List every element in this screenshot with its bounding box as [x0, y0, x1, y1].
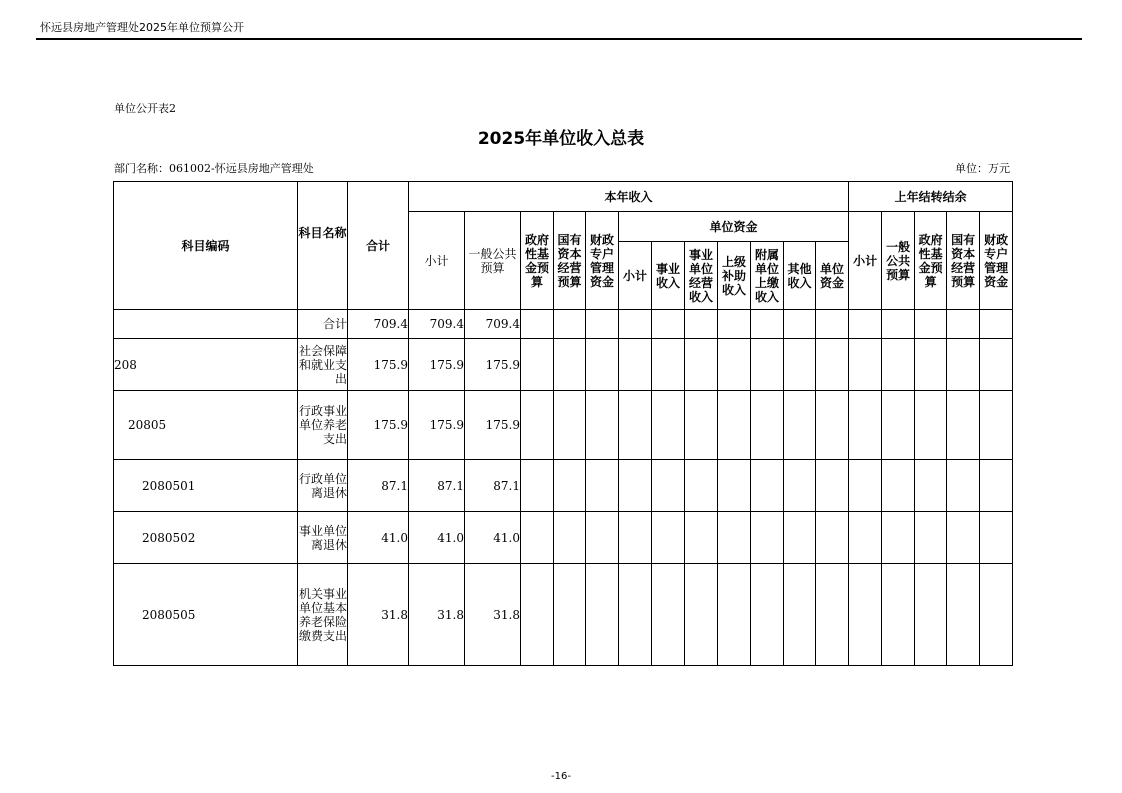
empty-cell — [685, 339, 718, 391]
empty-cell — [882, 310, 915, 339]
header-gov-fund: 政府性基金预算 — [521, 212, 554, 310]
empty-cell — [849, 339, 882, 391]
empty-cell — [554, 339, 586, 391]
header-unit-funds: 单位资金 — [619, 212, 849, 242]
empty-cell — [849, 391, 882, 460]
table-row — [114, 564, 1013, 666]
header-operating-income: 事业单位经营收入 — [685, 242, 718, 310]
empty-cell — [980, 564, 1013, 666]
empty-cell — [652, 310, 685, 339]
table-row — [114, 339, 1013, 391]
header-subtotal: 小计 — [409, 212, 465, 310]
empty-cell — [586, 512, 619, 564]
row-code: 2080502 — [114, 512, 298, 564]
table-number: 单位公开表2 — [114, 102, 176, 115]
row-general-budget: 31.8 — [465, 564, 521, 666]
empty-cell — [586, 339, 619, 391]
empty-cell — [784, 512, 816, 564]
empty-cell — [619, 564, 652, 666]
empty-cell — [849, 564, 882, 666]
unit-label: 单位：万元 — [955, 162, 1010, 175]
empty-cell — [915, 391, 947, 460]
empty-cell — [784, 391, 816, 460]
empty-cell — [685, 391, 718, 460]
row-name: 社会保障和就业支出 — [298, 339, 348, 391]
header-rule — [36, 38, 1082, 40]
empty-cell — [619, 310, 652, 339]
empty-cell — [849, 512, 882, 564]
empty-cell — [915, 310, 947, 339]
header-prev-subtotal: 小计 — [849, 212, 882, 310]
empty-cell — [652, 339, 685, 391]
empty-cell — [816, 564, 849, 666]
header-general-budget: 一般公共预算 — [465, 212, 521, 310]
row-subtotal: 31.8 — [409, 564, 465, 666]
header-prev-state-capital: 国有资本经营预算 — [947, 212, 980, 310]
page-header: 怀远县房地产管理处2025年单位预算公开 — [40, 21, 244, 34]
empty-cell — [980, 460, 1013, 512]
empty-cell — [718, 310, 751, 339]
header-affiliated-income: 附属单位上缴收入 — [751, 242, 784, 310]
empty-cell — [784, 339, 816, 391]
row-name: 行政事业单位养老支出 — [298, 391, 348, 460]
empty-cell — [816, 310, 849, 339]
row-total: 41.0 — [348, 512, 409, 564]
empty-cell — [816, 339, 849, 391]
row-name: 事业单位离退休 — [298, 512, 348, 564]
table-row — [114, 310, 1013, 339]
empty-cell — [652, 564, 685, 666]
row-subtotal: 709.4 — [409, 310, 465, 339]
header-prev-unit-funds: 单位资金 — [816, 242, 849, 310]
empty-cell — [619, 512, 652, 564]
empty-cell — [915, 512, 947, 564]
empty-cell — [980, 339, 1013, 391]
empty-cell — [718, 512, 751, 564]
empty-cell — [915, 339, 947, 391]
empty-cell — [586, 460, 619, 512]
row-name: 行政单位离退休 — [298, 460, 348, 512]
empty-cell — [554, 460, 586, 512]
row-subtotal: 175.9 — [409, 391, 465, 460]
empty-cell — [586, 564, 619, 666]
empty-cell — [947, 339, 980, 391]
header-business-income: 事业收入 — [652, 242, 685, 310]
header-other-income: 其他收入 — [784, 242, 816, 310]
empty-cell — [685, 564, 718, 666]
row-code: 20805 — [114, 391, 298, 460]
header-prev-fiscal-special: 财政专户管理资金 — [980, 212, 1013, 310]
row-total: 87.1 — [348, 460, 409, 512]
empty-cell — [816, 460, 849, 512]
empty-cell — [784, 564, 816, 666]
empty-cell — [947, 391, 980, 460]
empty-cell — [849, 310, 882, 339]
empty-cell — [784, 310, 816, 339]
empty-cell — [751, 391, 784, 460]
empty-cell — [685, 310, 718, 339]
row-name: 机关事业单位基本养老保险缴费支出 — [298, 564, 348, 666]
empty-cell — [882, 391, 915, 460]
empty-cell — [619, 339, 652, 391]
header-code: 科目编码 — [114, 182, 298, 310]
empty-cell — [751, 564, 784, 666]
empty-cell — [718, 564, 751, 666]
row-subtotal: 175.9 — [409, 339, 465, 391]
row-code — [114, 310, 298, 339]
empty-cell — [751, 310, 784, 339]
header-prev-gov-fund: 政府性基金预算 — [915, 212, 947, 310]
header-current-year: 本年收入 — [409, 182, 849, 212]
row-code: 208 — [114, 339, 298, 391]
empty-cell — [652, 460, 685, 512]
empty-cell — [816, 391, 849, 460]
empty-cell — [980, 391, 1013, 460]
empty-cell — [586, 310, 619, 339]
header-row-1 — [114, 182, 1013, 212]
header-unit-subtotal: 小计 — [619, 242, 652, 310]
table-row — [114, 512, 1013, 564]
empty-cell — [521, 512, 554, 564]
empty-cell — [947, 564, 980, 666]
empty-cell — [652, 512, 685, 564]
row-general-budget: 41.0 — [465, 512, 521, 564]
row-subtotal: 41.0 — [409, 512, 465, 564]
empty-cell — [882, 564, 915, 666]
empty-cell — [718, 339, 751, 391]
empty-cell — [816, 512, 849, 564]
page-title: 2025年单位收入总表 — [477, 129, 645, 149]
header-superior-subsidy: 上级补助收入 — [718, 242, 751, 310]
header-fiscal-special: 财政专户管理资金 — [586, 212, 619, 310]
header-state-capital: 国有资本经营预算 — [554, 212, 586, 310]
page-number: -16- — [551, 771, 571, 782]
table-row — [114, 391, 1013, 460]
empty-cell — [882, 339, 915, 391]
empty-cell — [619, 391, 652, 460]
income-summary-table — [113, 181, 1013, 666]
row-subtotal: 87.1 — [409, 460, 465, 512]
empty-cell — [751, 339, 784, 391]
empty-cell — [947, 460, 980, 512]
empty-cell — [521, 339, 554, 391]
empty-cell — [521, 391, 554, 460]
empty-cell — [915, 460, 947, 512]
header-prev-carryover: 上年结转结余 — [849, 182, 1013, 212]
row-general-budget: 709.4 — [465, 310, 521, 339]
empty-cell — [784, 460, 816, 512]
empty-cell — [882, 512, 915, 564]
header-name: 科目名称 — [298, 182, 348, 310]
row-name: 合计 — [298, 310, 348, 339]
header-prev-general-budget: 一般公共预算 — [882, 212, 915, 310]
row-total: 31.8 — [348, 564, 409, 666]
empty-cell — [554, 391, 586, 460]
empty-cell — [521, 460, 554, 512]
empty-cell — [947, 310, 980, 339]
empty-cell — [882, 460, 915, 512]
empty-cell — [685, 512, 718, 564]
row-general-budget: 87.1 — [465, 460, 521, 512]
row-total: 175.9 — [348, 391, 409, 460]
empty-cell — [652, 391, 685, 460]
empty-cell — [915, 564, 947, 666]
empty-cell — [718, 391, 751, 460]
row-general-budget: 175.9 — [465, 339, 521, 391]
empty-cell — [521, 310, 554, 339]
row-total: 709.4 — [348, 310, 409, 339]
empty-cell — [685, 460, 718, 512]
empty-cell — [554, 512, 586, 564]
empty-cell — [751, 512, 784, 564]
header-total: 合计 — [348, 182, 409, 310]
empty-cell — [980, 310, 1013, 339]
table-row — [114, 460, 1013, 512]
row-general-budget: 175.9 — [465, 391, 521, 460]
empty-cell — [554, 310, 586, 339]
empty-cell — [619, 460, 652, 512]
empty-cell — [521, 564, 554, 666]
department-name: 部门名称：061002-怀远县房地产管理处 — [114, 162, 314, 175]
empty-cell — [751, 460, 784, 512]
row-code: 2080505 — [114, 564, 298, 666]
empty-cell — [947, 512, 980, 564]
empty-cell — [586, 391, 619, 460]
row-total: 175.9 — [348, 339, 409, 391]
empty-cell — [980, 512, 1013, 564]
empty-cell — [554, 564, 586, 666]
empty-cell — [849, 460, 882, 512]
empty-cell — [718, 460, 751, 512]
row-code: 2080501 — [114, 460, 298, 512]
